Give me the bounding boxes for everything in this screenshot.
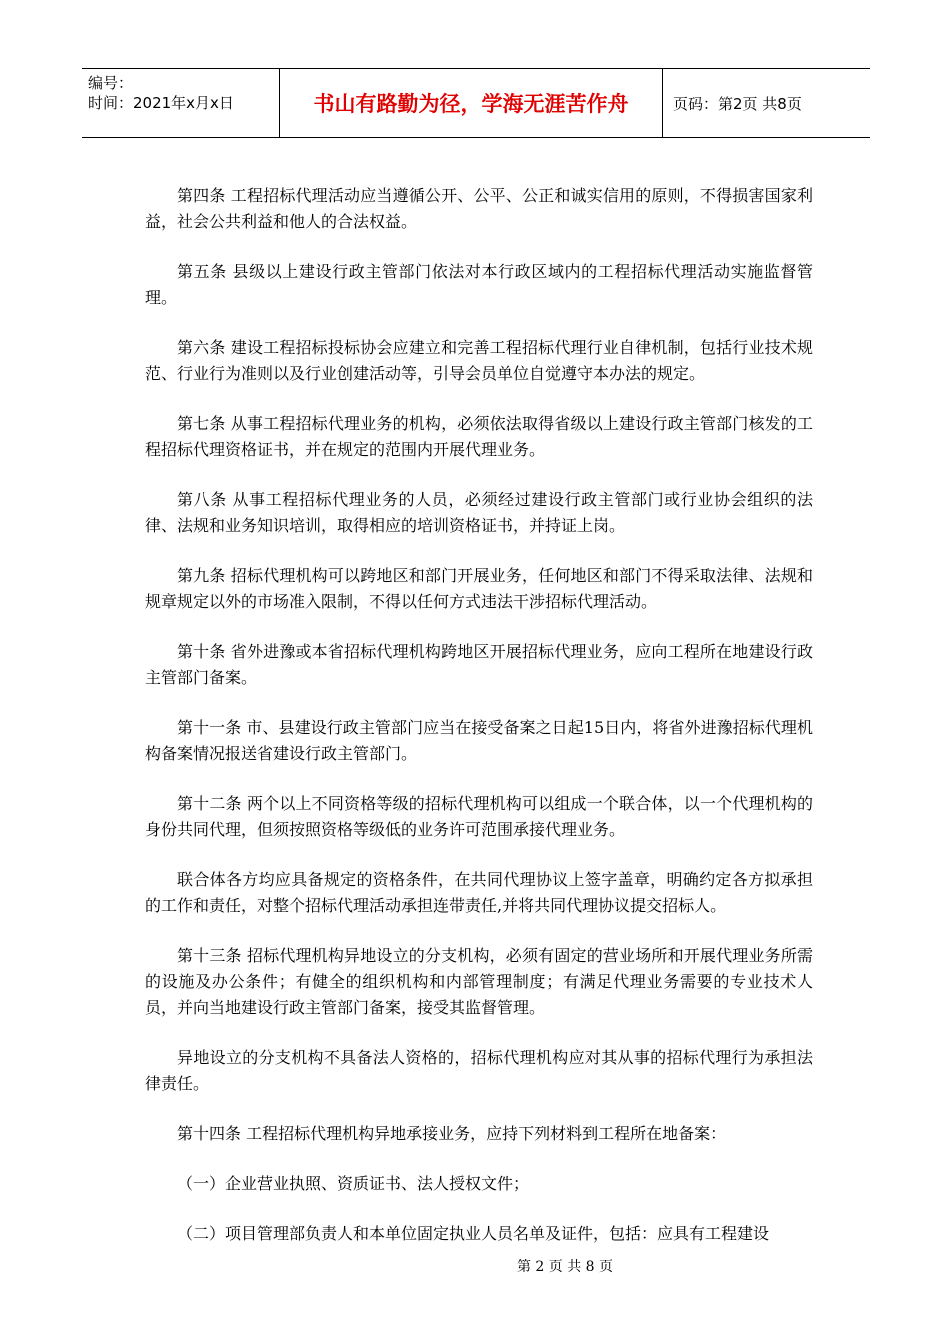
paragraph-consortium: 联合体各方均应具备规定的资格条件，在共同代理协议上签字盖章，明确约定各方拟承担的工作和责任，对整个招标代理活动承担连带责任,并将共同代理协议提交招标人。 [145, 870, 813, 915]
paragraph-article-7: 第七条 从事工程招标代理业务的机构，必须依法取得省级以上建设行政主管部门核发的工程招标代理资格证书，并在规定的范围内开展代理业务。 [145, 414, 813, 459]
header-motto: 书山有路勤为径，学海无涯苦作舟 [280, 69, 663, 137]
page-header [82, 68, 870, 138]
header-page-info: 页码：第2页 共8页 [673, 94, 802, 113]
paragraph-article-12: 第十二条 两个以上不同资格等级的招标代理机构可以组成一个联合体，以一个代理机构的身份共同代理，但须按照资格等级低的业务许可范围承接代理业务。 [145, 794, 813, 839]
number-label: 编号： [88, 74, 134, 92]
paragraph-article-10: 第十条 省外进豫或本省招标代理机构跨地区开展招标代理业务，应向工程所在地建设行政主管部门备案。 [145, 642, 813, 687]
paragraph-article-11: 第十一条 市、县建设行政主管部门应当在接受备案之日起15日内，将省外进豫招标代理机构备案情况报送省建设行政主管部门。 [145, 718, 813, 763]
paragraph-item-2: （二）项目管理部负责人和本单位固定执业人员名单及证件，包括：应具有工程建设 [177, 1224, 770, 1243]
paragraph-article-8: 第八条 从事工程招标代理业务的人员，必须经过建设行政主管部门或行业协会组织的法律、法规和业务知识培训，取得相应的培训资格证书，并持证上岗。 [145, 490, 813, 535]
paragraph-article-14: 第十四条 工程招标代理机构异地承接业务，应持下列材料到工程所在地备案： [177, 1124, 727, 1143]
paragraph-branch-liability: 异地设立的分支机构不具备法人资格的，招标代理机构应对其从事的招标代理行为承担法律责任。 [145, 1048, 813, 1093]
paragraph-article-5: 第五条 县级以上建设行政主管部门依法对本行政区域内的工程招标代理活动实施监督管理。 [145, 262, 813, 307]
page-footer: 第 2 页 共 8 页 [516, 1259, 614, 1275]
paragraph-article-13: 第十三条 招标代理机构异地设立的分支机构，必须有固定的营业场所和开展代理业务所需的设施及办公条件；有健全的组织机构和内部管理制度；有满足代理业务需要的专业技术人员，并向当地建设行政主管部门备案，接受其监督管理。 [145, 946, 813, 1017]
paragraph-article-4: 第四条 工程招标代理活动应当遵循公开、公平、公正和诚实信用的原则，不得损害国家利益，社会公共利益和他人的合法权益。 [145, 186, 813, 231]
document-body [145, 183, 813, 1271]
paragraph-article-9: 第九条 招标代理机构可以跨地区和部门开展业务，任何地区和部门不得采取法律、法规和规章规定以外的市场准入限制，不得以任何方式违法干涉招标代理活动。 [145, 566, 813, 611]
paragraph-article-6: 第六条 建设工程招标投标协会应建立和完善工程招标代理行业自律机制，包括行业技术规范、行业行为准则以及行业创建活动等，引导会员单位自觉遵守本办法的规定。 [145, 338, 813, 383]
time-label: 时间：2021年x月x日 [88, 94, 234, 112]
paragraph-item-1: （一）企业营业执照、资质证书、法人授权文件； [177, 1174, 530, 1193]
header-meta [82, 69, 280, 137]
